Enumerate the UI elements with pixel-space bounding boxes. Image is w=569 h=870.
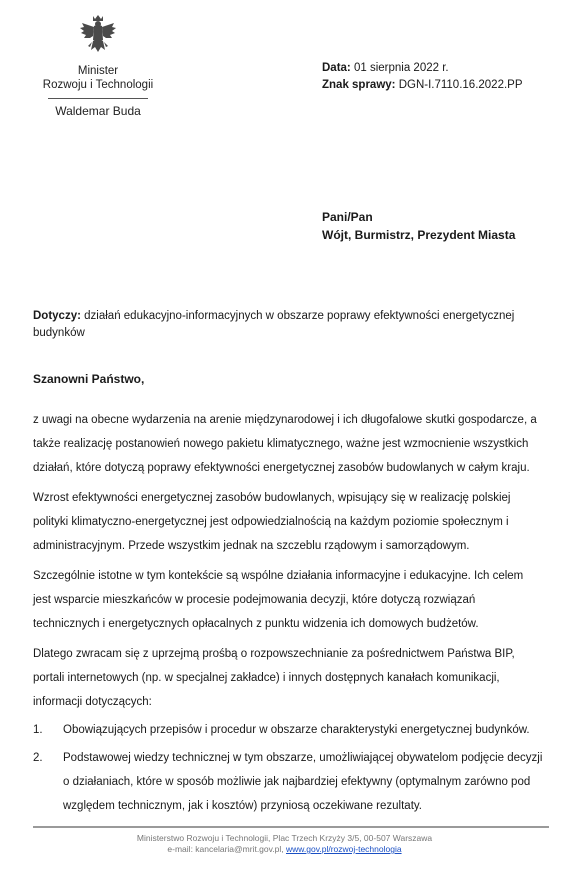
subject-text: działań edukacyjno-informacyjnych w obszarze poprawy efektywności energetycznej budynków — [33, 310, 515, 339]
minister-line-1: Minister — [77, 65, 119, 77]
paragraph-4: Dlatego zwracam się z uprzejmą prośbą o rozpowszechnianie za pośrednictwem Państwa BIP, portali internetowych (np. w specjalnej zakładce) i innych dostępnych kanałach komunikacji, informacji dotyczących: — [33, 648, 515, 708]
footer-divider — [33, 826, 549, 828]
date-value: 01 sierpnia 2022 r. — [353, 62, 449, 74]
paragraph-3: Szczególnie istotne w tym kontekście są wspólne działania informacyjne i edukacyjne. Ich celem jest wsparcie mieszkańców w procesie podejmowania decyzji, które dotyczą rozwiązań technicznych i energetycznych opłacalnych z punktu widzenia ich domowych budżetów. — [33, 570, 524, 630]
polish-eagle-emblem-icon — [78, 14, 118, 60]
paragraph-1: z uwagi na obecne wydarzenia na arenie międzynarodowej i ich długofalowe skutki gospodarcze, a także realizację postanowień nowego pakietu klimatycznego, ważne jest wzmocnienie wszystkich działań, które dotyczą poprawy efektywności energetycznej zasobów budowlanych w całym kraju. — [33, 414, 537, 474]
list-item-number: 1. — [33, 724, 43, 736]
reference-label: Znak sprawy: — [322, 79, 396, 91]
list-item-text: Obowiązujących przepisów i procedur w obszarze charakterystyki energetycznej budynków. — [63, 724, 530, 736]
footer-website-link[interactable]: www.gov.pl/rozwoj-technologia — [285, 844, 402, 854]
footer-address: Ministerstwo Rozwoju i Technologii, Plac Trzech Krzyży 3/5, 00-507 Warszawa — [136, 833, 433, 843]
minister-line-2: Rozwoju i Technologii — [42, 79, 154, 91]
reference-value: DGN-I.7110.16.2022.PP — [398, 79, 523, 91]
footer — [0, 833, 569, 855]
addressee-line-2: Wójt, Burmistrz, Prezydent Miasta — [322, 228, 516, 242]
footer-email: e-mail: kancelaria@mrit.gov.pl, — [167, 844, 284, 854]
paragraph-2: Wzrost efektywności energetycznej zasobów budowlanych, wpisujący się w realizację polskiej polityki klimatyczno-energetycznej jest odpowiedzialnością na każdym poziomie społecznym i administracyjnym. Przede wszystkim jednak na szczeblu rządowym i samorządowym. — [33, 492, 511, 552]
greeting: Szanowni Państwo, — [33, 372, 145, 386]
subject — [33, 308, 538, 342]
footer-contact — [0, 844, 569, 855]
addressee — [322, 208, 515, 244]
minister-divider — [48, 98, 148, 99]
date-row — [322, 60, 523, 77]
list-item-text: Podstawowej wiedzy technicznej w tym obszarze, umożliwiającej obywatelom podjęcie decyzji o działaniach, które w sposób możliwie jak najbardziej efektywny (optymalnym zarówno pod względem technicznym, jak i kosztów) przyniosą oczekiwane rezultaty. — [63, 752, 543, 812]
minister-title — [30, 64, 166, 92]
subject-label: Dotyczy: — [33, 310, 81, 322]
letter-meta — [322, 60, 523, 94]
list-item-number: 2. — [33, 752, 43, 764]
date-label: Data: — [322, 62, 351, 74]
reference-row — [322, 77, 523, 94]
addressee-line-1: Pani/Pan — [322, 210, 373, 224]
minister-name: Waldemar Buda — [55, 104, 141, 118]
